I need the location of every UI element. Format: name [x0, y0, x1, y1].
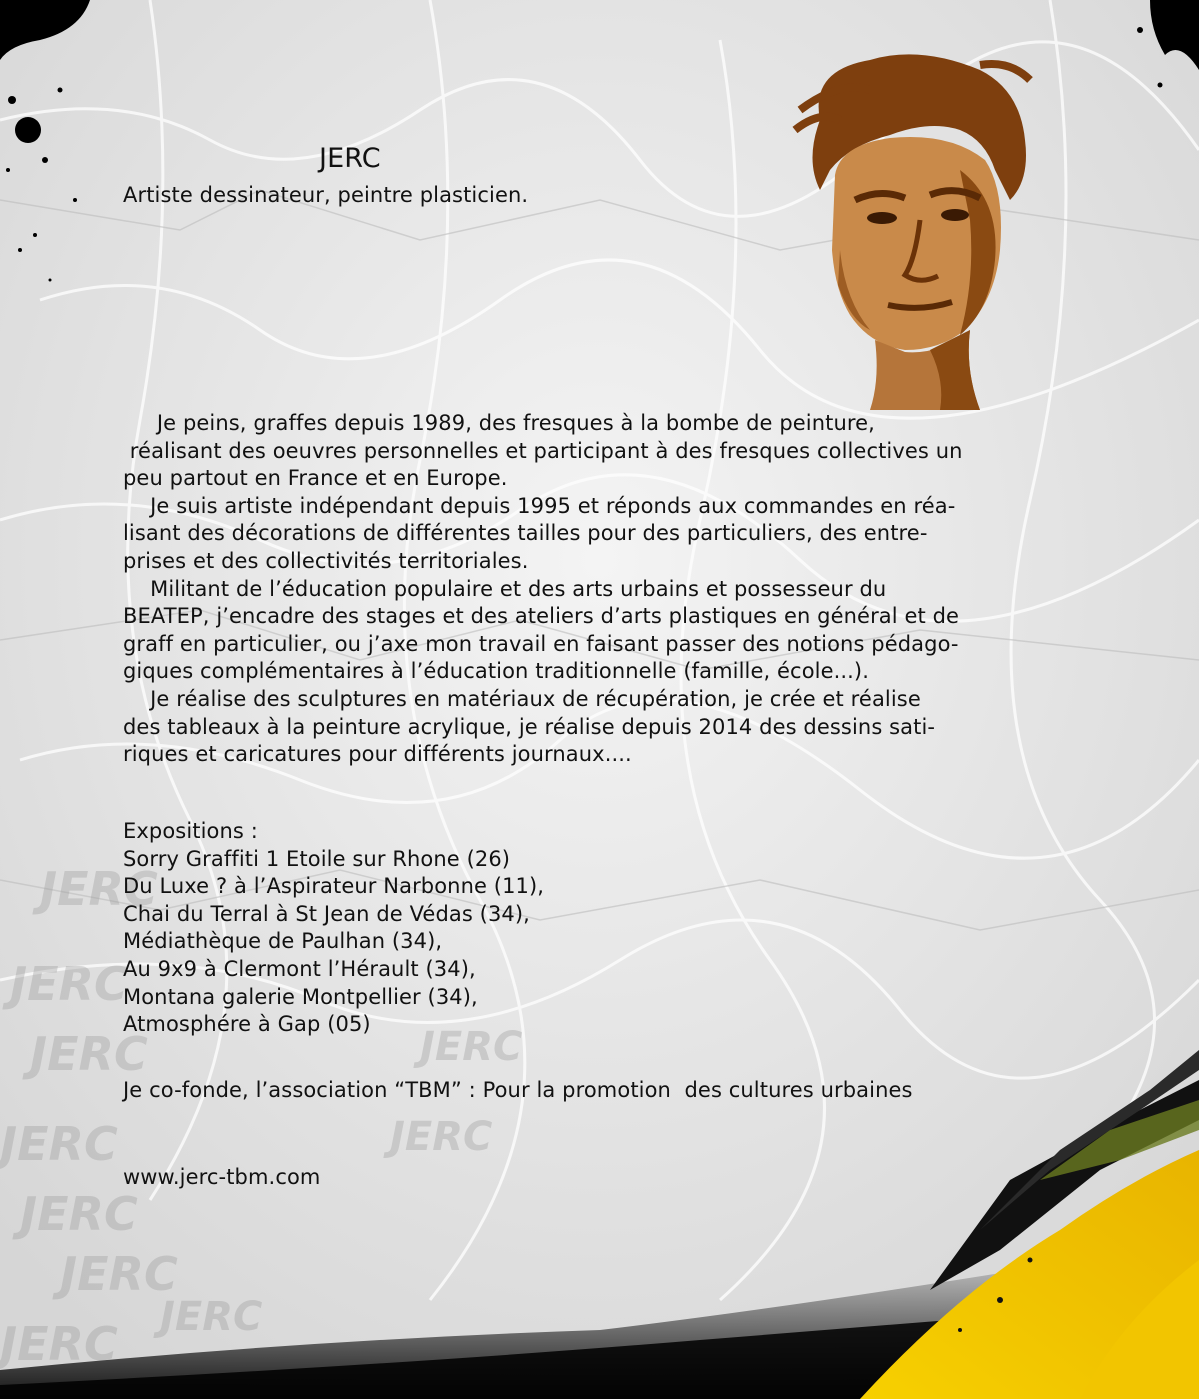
- bio-line: Militant de l’éducation populaire et des arts urbains et possesseur du: [123, 576, 887, 601]
- exposition-item: Chai du Terral à St Jean de Védas (34),: [123, 901, 530, 926]
- artist-portrait: [780, 50, 1040, 410]
- exposition-item: Médiathèque de Paulhan (34),: [123, 929, 443, 954]
- svg-text:JERC: JERC: [30, 1027, 148, 1081]
- expositions-heading: Expositions :: [123, 819, 258, 843]
- bio-line: peu partout en France et en Europe.: [123, 466, 508, 491]
- svg-text:JERC: JERC: [60, 1247, 178, 1301]
- bio-line: des tableaux à la peinture acrylique, je réalise depuis 2014 des dessins sati-: [123, 714, 936, 739]
- svg-text:JERC: JERC: [10, 957, 128, 1011]
- bio-line: BEATEP, j’encadre des stages et des ateliers d’arts plastiques en général et de: [123, 604, 960, 629]
- exposition-item: Sorry Graffiti 1 Etoile sur Rhone (26): [123, 846, 511, 871]
- bio-line: giques complémentaires à l’éducation traditionnelle (famille, école...).: [123, 659, 870, 684]
- bio-line: graff en particulier, ou j’axe mon travail en faisant passer des notions pédago-: [123, 631, 959, 656]
- svg-text:JERC: JERC: [0, 1117, 118, 1171]
- website-link[interactable]: www.jerc-tbm.com: [123, 1165, 321, 1189]
- bio-line: Je réalise des sculptures en matériaux de récupération, je crée et réalise: [123, 686, 921, 711]
- svg-text:JERC: JERC: [390, 1114, 493, 1160]
- svg-text:JERC: JERC: [420, 1024, 523, 1070]
- bio-paragraph: [123, 410, 963, 769]
- artist-name: JERC: [319, 143, 381, 174]
- exposition-item: Du Luxe ? à l’Aspirateur Narbonne (11),: [123, 874, 545, 899]
- exposition-item: Atmosphére à Gap (05): [123, 1012, 371, 1037]
- expositions-list: [123, 818, 544, 1039]
- bio-line: prises et des collectivités territoriales.: [123, 548, 529, 573]
- exposition-item: Au 9x9 à Clermont l’Hérault (34),: [123, 956, 476, 981]
- bio-line: lisant des décorations de différentes tailles pour des particuliers, des entre-: [123, 521, 928, 546]
- association-text: Je co-fonde, l’association “TBM” : Pour la promotion des cultures urbaines: [123, 1078, 913, 1102]
- svg-text:JERC: JERC: [160, 1294, 263, 1340]
- exposition-item: Montana galerie Montpellier (34),: [123, 984, 478, 1009]
- svg-text:JERC: JERC: [20, 1187, 138, 1241]
- bio-line: Je peins, graffes depuis 1989, des fresques à la bombe de peinture,: [123, 411, 875, 435]
- artist-subtitle: Artiste dessinateur, peintre plasticien.: [123, 183, 529, 207]
- svg-text:JERC: JERC: [40, 862, 158, 916]
- bio-line: riques et caricatures pour différents journaux....: [123, 742, 632, 767]
- svg-text:JERC: JERC: [0, 1317, 118, 1371]
- bio-line: Je suis artiste indépendant depuis 1995 et réponds aux commandes en réa-: [123, 493, 956, 518]
- bio-line: réalisant des oeuvres personnelles et participant à des fresques collectives un: [123, 438, 963, 463]
